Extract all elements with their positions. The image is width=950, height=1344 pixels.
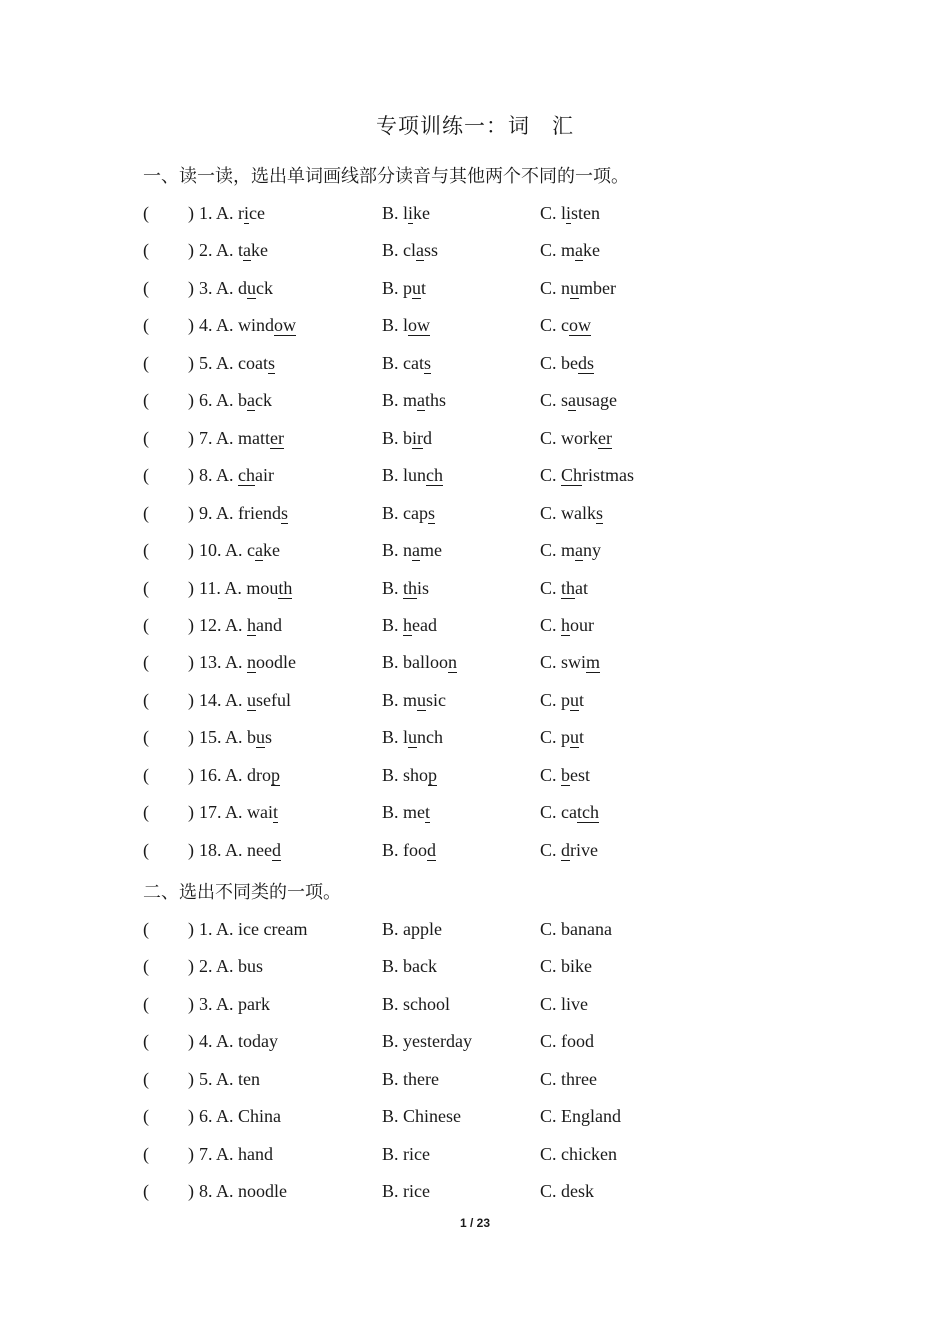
question-row (143, 1144, 843, 1174)
option-c: C. Christmas (540, 465, 635, 486)
option-a: 9. A. friends (199, 502, 289, 523)
answer-blank-open: ( (143, 764, 149, 785)
page-title: 专项训练一：词 汇 (376, 114, 574, 138)
option-a: 18. A. need (199, 839, 281, 860)
option-word: shop (403, 764, 438, 785)
option-a: 5. A. coats (199, 352, 276, 373)
option-b: B. rice (382, 1181, 430, 1202)
question-row (143, 727, 843, 757)
option-word: England (561, 1106, 622, 1127)
answer-blank-open: ( (143, 352, 149, 373)
option-word: low (403, 315, 431, 336)
option-b: B. yesterday (382, 1031, 472, 1052)
underlined-letters: m (586, 652, 601, 673)
underlined-letters: s (596, 502, 604, 523)
option-word: listen (561, 203, 601, 223)
answer-blank-open: ( (143, 277, 149, 298)
option-word: beds (561, 352, 595, 373)
option-word: put (403, 277, 427, 298)
question-row (143, 994, 843, 1024)
underlined-letters: s (424, 352, 432, 373)
option-c: C. desk (540, 1181, 595, 1202)
option-word: back (238, 390, 273, 411)
option-c: C. bike (540, 956, 593, 977)
underlined-letters: n (448, 652, 458, 673)
answer-blank-open: ( (143, 1143, 149, 1164)
underlined-letters: a (417, 390, 426, 411)
option-word: head (403, 614, 437, 635)
answer-blank-close: ) (188, 956, 194, 977)
option-word: like (403, 203, 431, 223)
option-word: many (561, 540, 602, 561)
option-word: food (403, 839, 437, 860)
option-word: take (238, 240, 269, 261)
option-b: B. there (382, 1068, 439, 1089)
option-word: matter (238, 427, 284, 448)
option-c: C. listen (540, 203, 601, 223)
option-word: noodle (238, 1181, 288, 1202)
option-word: put (561, 689, 585, 710)
underlined-letters: a (416, 240, 425, 261)
question-row (143, 1069, 843, 1099)
underlined-letters: ir (412, 427, 424, 448)
option-word: duck (238, 277, 274, 298)
underlined-letters: a (575, 540, 584, 561)
question-row (143, 802, 843, 832)
option-word: met (403, 802, 431, 823)
option-word: hand (247, 614, 283, 635)
option-b: B. music (382, 689, 447, 710)
option-word: chair (238, 465, 274, 486)
option-b: B. name (382, 540, 443, 561)
option-b: B. bird (382, 427, 433, 448)
option-word: bus (247, 727, 273, 748)
answer-blank-open: ( (143, 427, 149, 448)
option-a: 5. A. ten (199, 1068, 261, 1089)
option-c: C. number (540, 277, 616, 298)
option-c: C. that (540, 577, 589, 598)
question-row (143, 1031, 843, 1061)
option-c: C. sausage (540, 390, 618, 411)
underlined-letters: ds (578, 352, 595, 373)
underlined-letters: a (568, 390, 577, 411)
answer-blank-open: ( (143, 1031, 149, 1052)
option-word: worker (561, 427, 612, 448)
answer-blank-open: ( (143, 689, 149, 710)
option-word: Chinese (403, 1106, 462, 1127)
option-word: swim (561, 652, 601, 673)
answer-blank-close: ) (188, 614, 194, 635)
option-word: that (561, 577, 589, 598)
option-word: hand (238, 1143, 274, 1164)
option-b: B. head (382, 614, 437, 635)
answer-blank-open: ( (143, 1068, 149, 1089)
option-b: B. apple (382, 919, 442, 939)
option-b: B. cats (382, 352, 432, 373)
answer-blank-open: ( (143, 315, 149, 336)
answer-blank-close: ) (188, 465, 194, 486)
option-b: B. put (382, 277, 427, 298)
answer-blank-open: ( (143, 956, 149, 977)
option-c: C. swim (540, 652, 601, 673)
option-word: hour (561, 614, 595, 635)
underlined-letters: i (408, 203, 414, 223)
option-a: 8. A. noodle (199, 1181, 288, 1202)
answer-blank-close: ) (188, 652, 194, 673)
option-word: catch (561, 802, 599, 823)
option-word: name (403, 540, 443, 561)
option-word: school (403, 993, 451, 1014)
option-b: B. lunch (382, 465, 444, 486)
option-word: banana (561, 919, 612, 939)
option-word: bike (561, 956, 593, 977)
question-row (143, 503, 843, 533)
underlined-letters: u (570, 727, 580, 748)
underlined-letters: ow (274, 315, 297, 336)
option-b: B. like (382, 203, 431, 223)
section-heading: 一、读一读，选出单词画线部分读音与其他两个不同的一项。 (143, 166, 629, 186)
answer-blank-open: ( (143, 465, 149, 486)
option-a: 1. A. rice (199, 203, 266, 223)
option-word: number (561, 277, 616, 298)
option-c: C. make (540, 240, 601, 261)
option-word: walks (561, 502, 604, 523)
option-word: class (403, 240, 439, 261)
answer-blank-open: ( (143, 502, 149, 523)
underlined-letters: th (278, 577, 293, 598)
answer-blank-open: ( (143, 390, 149, 411)
question-row (143, 1106, 843, 1136)
option-word: three (561, 1068, 597, 1089)
answer-blank-open: ( (143, 802, 149, 823)
question-row (143, 278, 843, 308)
underlined-letters: d (272, 839, 281, 860)
underlined-letters: er (270, 427, 284, 448)
underlined-letters: u (412, 277, 422, 298)
option-b: B. balloon (382, 652, 458, 673)
answer-blank-close: ) (188, 240, 194, 261)
underlined-letters: s (268, 352, 276, 373)
option-word: put (561, 727, 585, 748)
option-word: rice (403, 1181, 430, 1202)
option-b: B. food (382, 839, 437, 860)
option-word: drive (561, 839, 598, 860)
option-c: C. beds (540, 352, 595, 373)
option-c: C. put (540, 689, 585, 710)
underlined-letters: Ch (561, 465, 583, 486)
underlined-letters: d (427, 839, 437, 860)
option-a: 3. A. park (199, 993, 270, 1014)
option-c: C. walks (540, 502, 604, 523)
underlined-letters: a (575, 240, 584, 261)
option-a: 8. A. chair (199, 465, 274, 486)
option-word: make (561, 240, 601, 261)
underlined-letters: a (255, 540, 264, 561)
option-word: park (238, 993, 270, 1014)
answer-blank-close: ) (188, 1181, 194, 1202)
option-b: B. Chinese (382, 1106, 462, 1127)
option-word: desk (561, 1181, 595, 1202)
underlined-letters: p (271, 764, 281, 785)
option-word: rice (403, 1143, 430, 1164)
underlined-letters: b (561, 764, 571, 785)
answer-blank-close: ) (188, 1068, 194, 1089)
option-word: ice cream (238, 919, 308, 939)
underlined-letters: u (570, 689, 580, 710)
option-a: 11. A. mouth (199, 577, 293, 598)
option-a: 15. A. bus (199, 727, 273, 748)
underlined-letters: ow (569, 315, 592, 336)
option-a: 16. A. drop (199, 764, 281, 785)
option-a: 12. A. hand (199, 614, 283, 635)
question-row (143, 428, 843, 458)
answer-blank-close: ) (188, 352, 194, 373)
option-a: 7. A. hand (199, 1143, 274, 1164)
option-word: cats (403, 352, 432, 373)
option-b: B. maths (382, 390, 447, 411)
option-word: lunch (403, 727, 444, 748)
option-a: 7. A. matter (199, 427, 284, 448)
answer-blank-close: ) (188, 919, 194, 939)
option-b: B. back (382, 956, 437, 977)
option-word: food (561, 1031, 595, 1052)
option-word: sausage (561, 390, 618, 411)
answer-blank-close: ) (188, 315, 194, 336)
option-word: this (403, 577, 430, 598)
question-row (143, 240, 843, 270)
answer-blank-open: ( (143, 540, 149, 561)
answer-blank-open: ( (143, 614, 149, 635)
option-word: need (247, 839, 281, 860)
answer-blank-close: ) (188, 502, 194, 523)
answer-blank-close: ) (188, 802, 194, 823)
underlined-letters: h (561, 614, 571, 635)
underlined-letters: ow (408, 315, 431, 336)
option-word: wait (247, 802, 279, 823)
underlined-letters: u (570, 277, 580, 298)
option-word: rice (238, 203, 266, 223)
question-row (143, 615, 843, 645)
option-c: C. put (540, 727, 585, 748)
answer-blank-close: ) (188, 1031, 194, 1052)
option-word: live (561, 993, 589, 1014)
option-c: C. food (540, 1031, 595, 1052)
question-row (143, 765, 843, 795)
option-a: 2. A. take (199, 240, 269, 261)
option-b: B. rice (382, 1143, 430, 1164)
answer-blank-close: ) (188, 277, 194, 298)
answer-blank-close: ) (188, 427, 194, 448)
option-a: 13. A. noodle (199, 652, 297, 673)
option-a: 3. A. duck (199, 277, 274, 298)
question-row (143, 465, 843, 495)
option-c: C. cow (540, 315, 592, 336)
underlined-letters: i (566, 203, 572, 223)
underlined-letters: u (256, 727, 266, 748)
option-b: B. lunch (382, 727, 444, 748)
option-word: bird (403, 427, 433, 448)
option-word: cow (561, 315, 592, 336)
answer-blank-open: ( (143, 727, 149, 748)
answer-blank-close: ) (188, 993, 194, 1014)
option-word: ten (238, 1068, 261, 1089)
option-b: B. caps (382, 502, 436, 523)
question-row (143, 1181, 843, 1211)
answer-blank-close: ) (188, 839, 194, 860)
option-word: mouth (246, 577, 293, 598)
question-row (143, 690, 843, 720)
answer-blank-open: ( (143, 240, 149, 261)
answer-blank-open: ( (143, 1181, 149, 1202)
underlined-letters: ch (426, 465, 444, 486)
underlined-letters: t (273, 802, 279, 823)
option-a: 2. A. bus (199, 956, 264, 977)
option-word: cake (247, 540, 281, 561)
underlined-letters: p (428, 764, 438, 785)
underlined-letters: s (428, 502, 436, 523)
option-b: B. met (382, 802, 431, 823)
answer-blank-close: ) (188, 1106, 194, 1127)
page-number: 1 / 23 (459, 1216, 491, 1230)
answer-blank-open: ( (143, 993, 149, 1014)
underlined-letters: n (247, 652, 257, 673)
option-c: C. chicken (540, 1143, 617, 1164)
option-c: C. three (540, 1068, 597, 1089)
option-a: 10. A. cake (199, 540, 281, 561)
option-a: 17. A. wait (199, 802, 279, 823)
question-row (143, 315, 843, 345)
answer-blank-close: ) (188, 1143, 194, 1164)
underlined-letters: a (412, 540, 421, 561)
underlined-letters: i (244, 203, 250, 223)
option-word: music (403, 689, 447, 710)
option-word: best (561, 764, 591, 785)
underlined-letters: th (403, 577, 418, 598)
option-word: caps (403, 502, 436, 523)
option-a: 4. A. window (199, 315, 297, 336)
underlined-letters: er (598, 427, 612, 448)
underlined-letters: u (247, 689, 257, 710)
option-b: B. shop (382, 764, 438, 785)
underlined-letters: s (281, 502, 289, 523)
option-c: C. many (540, 540, 602, 561)
underlined-letters: u (408, 727, 418, 748)
option-c: C. best (540, 764, 591, 785)
option-word: there (403, 1068, 439, 1089)
option-c: C. drive (540, 839, 598, 860)
answer-blank-close: ) (188, 727, 194, 748)
answer-blank-close: ) (188, 764, 194, 785)
answer-blank-close: ) (188, 390, 194, 411)
option-c: C. England (540, 1106, 622, 1127)
question-row (143, 840, 843, 870)
question-row (143, 919, 843, 949)
option-b: B. low (382, 315, 431, 336)
underlined-letters: d (561, 839, 571, 860)
answer-blank-open: ( (143, 203, 149, 223)
question-row (143, 353, 843, 383)
underlined-letters: h (247, 614, 257, 635)
answer-blank-close: ) (188, 689, 194, 710)
underlined-letters: a (243, 240, 252, 261)
underlined-letters: tch (577, 802, 599, 823)
option-b: B. this (382, 577, 430, 598)
underlined-letters: u (417, 689, 427, 710)
answer-blank-open: ( (143, 577, 149, 598)
question-row (143, 652, 843, 682)
option-word: noodle (247, 652, 297, 673)
answer-blank-open: ( (143, 839, 149, 860)
option-word: today (238, 1031, 279, 1052)
option-word: window (238, 315, 297, 336)
question-row (143, 203, 843, 233)
option-a: 6. A. China (199, 1106, 282, 1127)
option-a: 4. A. today (199, 1031, 279, 1052)
option-a: 1. A. ice cream (199, 919, 308, 939)
option-word: maths (403, 390, 447, 411)
option-c: C. worker (540, 427, 612, 448)
underlined-letters: a (247, 390, 256, 411)
option-word: coats (238, 352, 276, 373)
answer-blank-open: ( (143, 1106, 149, 1127)
option-word: friends (238, 502, 289, 523)
option-word: bus (238, 956, 264, 977)
option-c: C. banana (540, 919, 612, 939)
option-word: yesterday (403, 1031, 472, 1052)
answer-blank-close: ) (188, 577, 194, 598)
option-word: chicken (561, 1143, 617, 1164)
answer-blank-close: ) (188, 203, 194, 223)
option-word: Christmas (561, 465, 635, 486)
option-word: useful (247, 689, 292, 710)
underlined-letters: u (247, 277, 257, 298)
answer-blank-open: ( (143, 652, 149, 673)
answer-blank-close: ) (188, 540, 194, 561)
question-row (143, 540, 843, 570)
underlined-letters: h (403, 614, 413, 635)
underlined-letters: th (561, 577, 576, 598)
option-word: drop (247, 764, 281, 785)
option-c: C. live (540, 993, 589, 1014)
underlined-letters: t (425, 802, 431, 823)
option-word: balloon (403, 652, 458, 673)
option-b: B. class (382, 240, 439, 261)
answer-blank-open: ( (143, 919, 149, 939)
option-word: China (238, 1106, 282, 1127)
question-row (143, 578, 843, 608)
option-a: 6. A. back (199, 390, 273, 411)
question-row (143, 390, 843, 420)
option-a: 14. A. useful (199, 689, 292, 710)
question-row (143, 956, 843, 986)
option-word: back (403, 956, 437, 977)
underlined-letters: ch (238, 465, 256, 486)
section-heading: 二、选出不同类的一项。 (143, 882, 341, 902)
option-word: lunch (403, 465, 444, 486)
option-c: C. catch (540, 802, 599, 823)
option-b: B. school (382, 993, 451, 1014)
option-c: C. hour (540, 614, 595, 635)
option-word: apple (403, 919, 442, 939)
